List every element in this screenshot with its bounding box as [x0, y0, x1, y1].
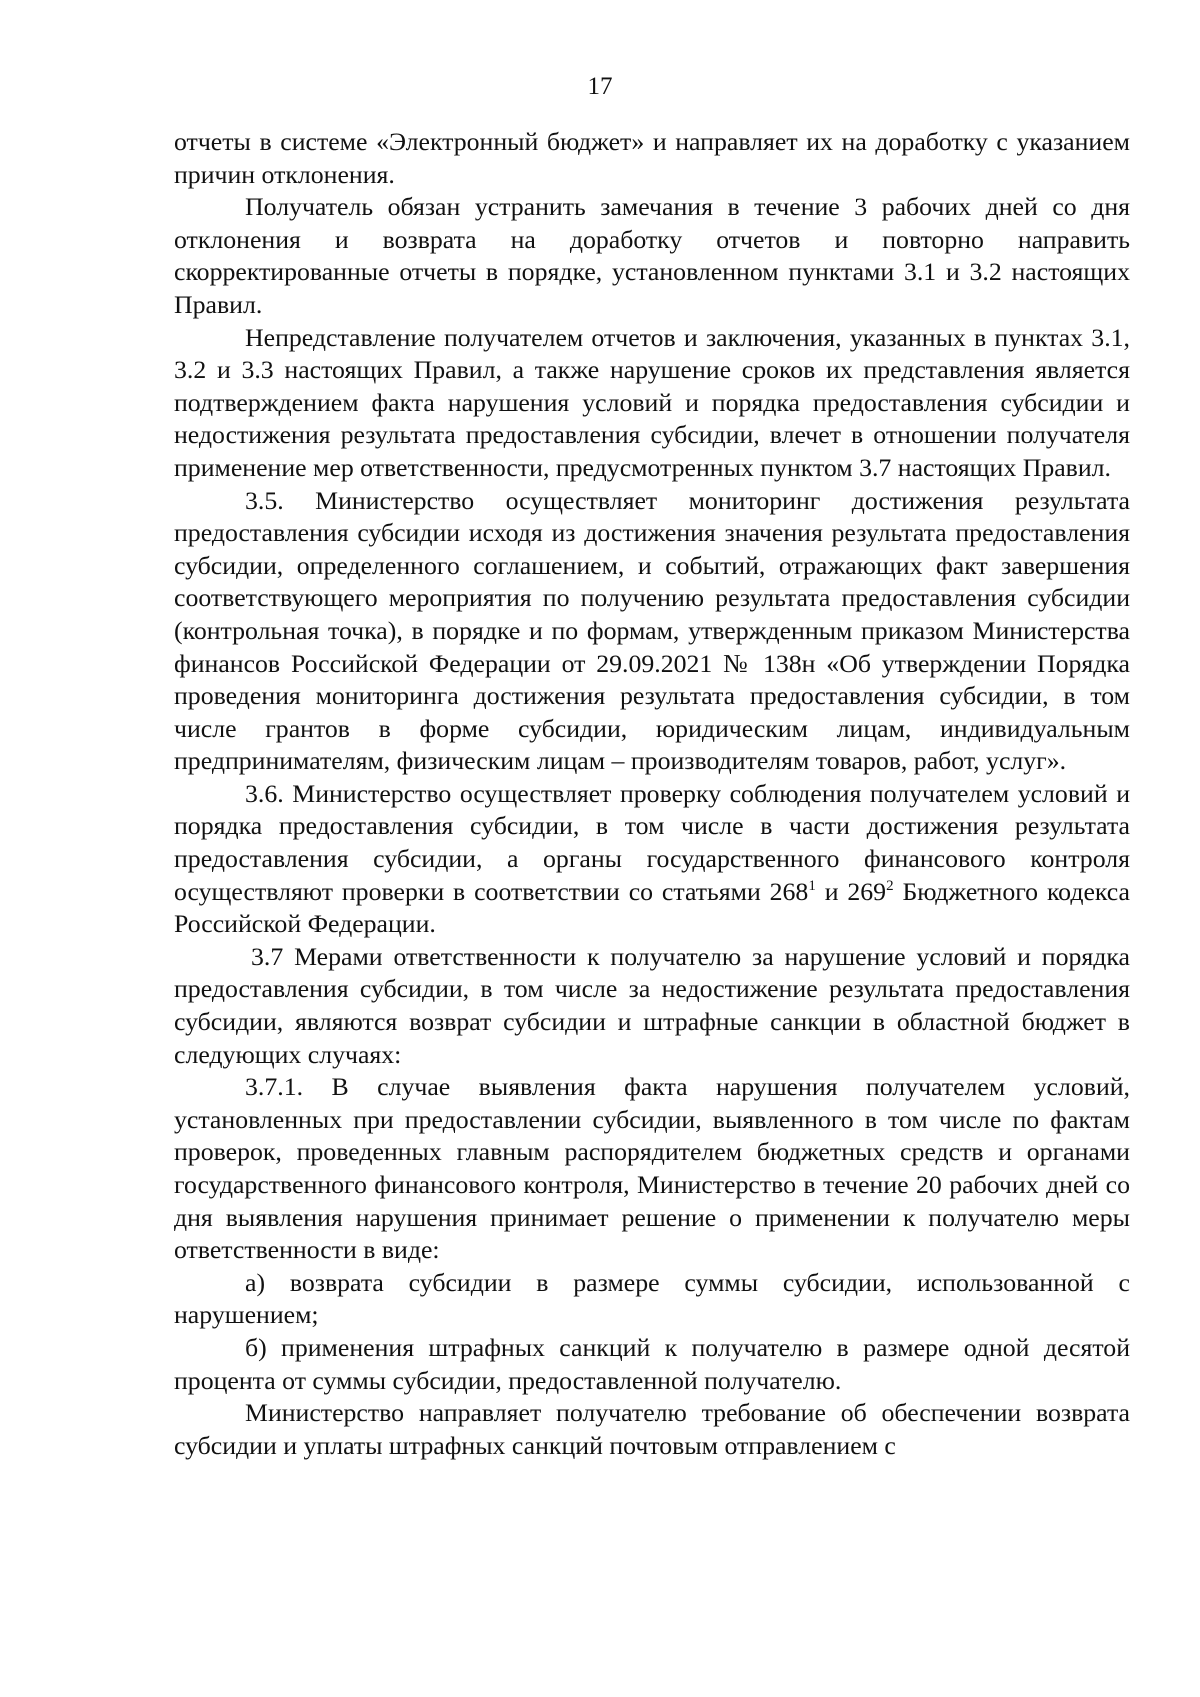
page-number: 17: [587, 73, 613, 100]
paragraph-3-7-1-violation: 3.7.1. В случае выявления факта нарушения получателем условий, установленных при предоставлении субсидии, выявленного в том числе по фактам проверок, проведенных главным распорядителем бюджетных средств и органами государственного финансового контроля, Министерство в течение 20 рабочих дней со дня выявления нарушения принимает решение о применении к получателю меры ответственности в виде:: [174, 1072, 1130, 1265]
superscript-1: 1: [808, 877, 816, 894]
body-text: [174, 126, 1130, 1462]
paragraph-report-rejection: отчеты в системе «Электронный бюджет» и направляет их на доработку с указанием причин отклонения.: [174, 127, 1130, 189]
paragraph-3-6-inspection: [174, 778, 1130, 941]
paragraph-recipient-obligation: Получатель обязан устранить замечания в течение 3 рабочих дней со дня отклонения и возврата на доработку отчетов и повторно направить скорректированные отчеты в порядке, установленном пунктами 3.1 и 3.2 настоящих Правил.: [174, 192, 1130, 319]
paragraph-item-b: б) применения штрафных санкций к получателю в размере одной десятой процента от суммы субсидии, предоставленной получателю.: [174, 1332, 1130, 1395]
paragraph-3-5-monitoring: 3.5. Министерство осуществляет мониторинг достижения результата предоставления субсидии исходя из достижения значения результата предоставления субсидии, определенного соглашением, и событий, отражающих факт завершения соответствующего мероприятия по получению результата предоставления субсидии (контрольная точка), в порядке и по формам, утвержденным приказом Министерства финансов Российской Федерации от 29.09.2021 № 138н «Об утверждении Порядка проведения мониторинга достижения результата предоставления субсидии, в том числе грантов в форме субсидии, юридическим лицам, индивидуальным предпринимателям, физическим лицам – производителям товаров, работ, услуг».: [174, 485, 1130, 776]
paragraph-3-6-text-mid: и 269: [815, 876, 887, 906]
paragraph-3-6-text-after: Бюджетного кодекса Российской Федерации.: [174, 876, 1131, 939]
paragraph-3-7-liability: 3.7 Мерами ответственности к получателю за нарушение условий и порядка предоставления субсидии, в том числе за недостижение результата предоставления субсидии, являются возврат субсидии и штрафные санкции в областной бюджет в следующих случаях:: [174, 941, 1130, 1069]
superscript-2: 2: [886, 877, 894, 894]
paragraph-non-submission: Непредставление получателем отчетов и заключения, указанных в пунктах 3.1, 3.2 и 3.3 настоящих Правил, а также нарушение сроков их представления является подтверждением факта нарушения условий и порядка предоставления субсидии и недостижения результата предоставления субсидии, влечет в отношении получателя применение мер ответственности, предусмотренных пунктом 3.7 настоящих Правил.: [174, 322, 1130, 482]
paragraph-3-6-text-before: 3.6. Министерство осуществляет проверку соблюдения получателем условий и порядка предоставления субсидии, в том числе в части достижения результата предоставления субсидии, а органы государственного финансового контроля осуществляют проверки в соответствии со статьями 268: [174, 778, 1130, 906]
paragraph-item-a: а) возврата субсидии в размере суммы субсидии, использованной с нарушением;: [174, 1267, 1130, 1330]
paragraph-demand-notice: Министерство направляет получателю требование об обеспечении возврата субсидии и уплаты штрафных санкций почтовым отправлением с: [174, 1398, 1130, 1460]
